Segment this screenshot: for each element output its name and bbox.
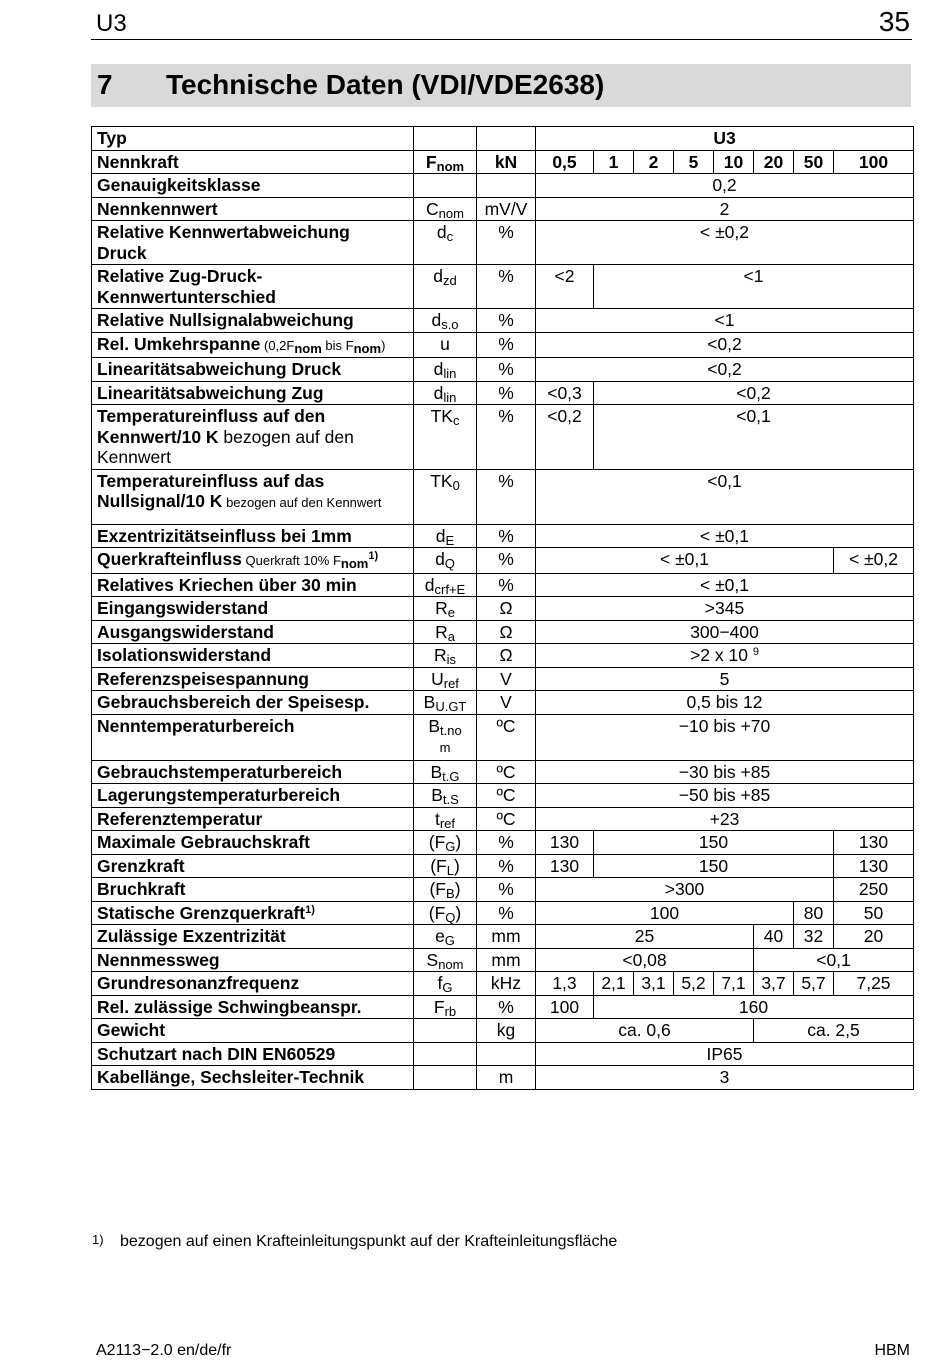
unit: V — [477, 691, 536, 715]
param-label: Grundresonanzfrequenz — [92, 972, 414, 996]
brand-name: HBM — [874, 1342, 910, 1359]
value: <0,2 — [536, 358, 914, 382]
value: 130 — [536, 854, 594, 878]
unit: Ω — [477, 597, 536, 621]
table-row — [92, 644, 914, 668]
param-label: Kabellänge, Sechsleiter-Technik — [92, 1066, 414, 1090]
value: 25 — [536, 925, 754, 949]
symbol: $d_{zd}$ — [414, 265, 477, 309]
value: 130 — [536, 831, 594, 855]
param-label: Schutzart nach DIN EN60529 — [92, 1042, 414, 1066]
value: 160 — [594, 995, 914, 1019]
symbol: $d_{lin}$ — [414, 381, 477, 405]
document-code: A2113−2.0 en/de/fr — [96, 1342, 232, 1359]
unit: % — [477, 332, 536, 358]
table-row — [92, 620, 914, 644]
param-label: Relative Zug-Druck- Kennwertunterschied — [92, 265, 414, 309]
symbol: $S_{nom}$ — [414, 948, 477, 972]
param-label: Referenzspeisespannung — [92, 667, 414, 691]
value: 150 — [594, 854, 834, 878]
unit: % — [477, 995, 536, 1019]
table-row — [92, 925, 914, 949]
value: <0,08 — [536, 948, 754, 972]
value: < ±0,2 — [834, 548, 914, 574]
unit: mV/V — [477, 197, 536, 221]
table-row — [92, 524, 914, 548]
param-label: Rel. zulässige Schwingbeanspr. — [92, 995, 414, 1019]
param-label: Zulässige Exzentrizität — [92, 925, 414, 949]
param-label: Gewicht — [92, 1019, 414, 1043]
symbol: $R_{is}$ — [414, 644, 477, 668]
value: 3,7 — [754, 972, 794, 996]
symbol: $TK_0$ — [414, 469, 477, 524]
unit: kN — [477, 150, 536, 174]
table-row — [92, 807, 914, 831]
value: <0,1 — [754, 948, 914, 972]
symbol: $TK_c$ — [414, 405, 477, 470]
value: 2 — [536, 197, 914, 221]
symbol: $C_{nom}$ — [414, 197, 477, 221]
value: 100 — [536, 901, 794, 925]
unit: % — [477, 469, 536, 524]
unit: mm — [477, 925, 536, 949]
unit: % — [477, 878, 536, 902]
symbol: $f_G$ — [414, 972, 477, 996]
value: >2 x 10 $^9$ — [536, 644, 914, 668]
table-row — [92, 760, 914, 784]
unit: % — [477, 405, 536, 470]
value: <0,1 — [536, 469, 914, 524]
value: 7,25 — [834, 972, 914, 996]
symbol: $d_E$ — [414, 524, 477, 548]
unit: Ω — [477, 644, 536, 668]
param-label: Statische Grenzquerkraft$^{1)}$ — [92, 901, 414, 925]
value: +23 — [536, 807, 914, 831]
footnote-text: bezogen auf einen Krafteinleitungspunkt auf der Krafteinleitungsfläche — [120, 1233, 618, 1250]
value: 50 — [834, 901, 914, 925]
value: 130 — [834, 831, 914, 855]
capacity-header: 2 — [634, 150, 674, 174]
page-number: 35 — [878, 6, 910, 37]
table-row — [92, 948, 914, 972]
capacity-header: 0,5 — [536, 150, 594, 174]
unit: m — [477, 1066, 536, 1090]
value: 0,5 bis 12 — [536, 691, 914, 715]
symbol: $B_{t.no}$ m — [414, 714, 477, 760]
table-row — [92, 901, 914, 925]
unit: % — [477, 548, 536, 574]
param-label: Genauigkeitsklasse — [92, 174, 414, 198]
unit: % — [477, 381, 536, 405]
capacity-header: 10 — [714, 150, 754, 174]
value: <0,1 — [594, 405, 914, 470]
table-row — [92, 1066, 914, 1090]
symbol: $t_{ref}$ — [414, 807, 477, 831]
value: IP65 — [536, 1042, 914, 1066]
table-row — [92, 597, 914, 621]
unit: % — [477, 265, 536, 309]
table-row — [92, 878, 914, 902]
table-row — [92, 150, 914, 174]
value: 100 — [536, 995, 594, 1019]
table-row — [92, 127, 914, 151]
param-label: Linearitätsabweichung Druck — [92, 358, 414, 382]
value: 150 — [594, 831, 834, 855]
value: 32 — [794, 925, 834, 949]
param-label: Maximale Gebrauchskraft — [92, 831, 414, 855]
table-row — [92, 197, 914, 221]
value: <0,2 — [536, 332, 914, 358]
param-label: Linearitätsabweichung Zug — [92, 381, 414, 405]
param-label: Relatives Kriechen über 30 min — [92, 573, 414, 597]
capacity-header: 20 — [754, 150, 794, 174]
symbol: $F_{rb}$ — [414, 995, 477, 1019]
unit: % — [477, 901, 536, 925]
unit: kHz — [477, 972, 536, 996]
table-row — [92, 667, 914, 691]
param-label: Rel. Umkehrspanne ($0,2F_{nom}$ bis $F_{nom}$) — [92, 332, 414, 358]
param-label: Typ — [92, 127, 414, 151]
header-doc-name: U3 — [96, 10, 127, 37]
value: <0,3 — [536, 381, 594, 405]
unit: % — [477, 524, 536, 548]
param-label: Nennkennwert — [92, 197, 414, 221]
value: 5 — [536, 667, 914, 691]
table-row — [92, 548, 914, 574]
table-row — [92, 1019, 914, 1043]
header-rule — [91, 39, 912, 40]
unit: % — [477, 221, 536, 265]
param-label: Nennmessweg — [92, 948, 414, 972]
table-row — [92, 265, 914, 309]
table-row — [92, 691, 914, 715]
symbol: $(F_Q)$ — [414, 901, 477, 925]
param-label: Temperatureinfluss auf das Nullsignal/10 K bezogen auf den Kennwert — [92, 469, 414, 524]
unit: ºC — [477, 714, 536, 760]
specs-table — [91, 126, 914, 1090]
capacity-header: 100 — [834, 150, 914, 174]
value: 7,1 — [714, 972, 754, 996]
unit: % — [477, 831, 536, 855]
value: < ±0,1 — [536, 548, 834, 574]
unit: mm — [477, 948, 536, 972]
param-label: Exzentrizitätseinfluss bei 1mm — [92, 524, 414, 548]
symbol: $B_{t.S}$ — [414, 784, 477, 808]
table-row — [92, 784, 914, 808]
value: <2 — [536, 265, 594, 309]
param-label: Grenzkraft — [92, 854, 414, 878]
symbol: $d_c$ — [414, 221, 477, 265]
capacity-header: 50 — [794, 150, 834, 174]
param-label: Temperatureinfluss auf den Kennwert/10 K bezogen auf den Kennwert — [92, 405, 414, 470]
symbol: $d_Q$ — [414, 548, 477, 574]
symbol: $(F_G)$ — [414, 831, 477, 855]
param-label: Ausgangswiderstand — [92, 620, 414, 644]
param-label: Querkrafteinfluss Querkraft 10% $F_{nom}^{1)}$ — [92, 548, 414, 574]
value: 80 — [794, 901, 834, 925]
table-row — [92, 714, 914, 760]
symbol: $U_{ref}$ — [414, 667, 477, 691]
value: < ±0,1 — [536, 573, 914, 597]
capacity-header: 1 — [594, 150, 634, 174]
value: −30 bis +85 — [536, 760, 914, 784]
table-row — [92, 221, 914, 265]
section-heading — [91, 64, 911, 107]
value: 250 — [834, 878, 914, 902]
value: 3,1 — [634, 972, 674, 996]
unit: % — [477, 854, 536, 878]
param-label: Gebrauchstemperaturbereich — [92, 760, 414, 784]
unit: ºC — [477, 784, 536, 808]
symbol: $(F_B)$ — [414, 878, 477, 902]
param-label: Relative Nullsignalabweichung — [92, 309, 414, 333]
table-row — [92, 309, 914, 333]
value: <1 — [536, 309, 914, 333]
section-title: Technische Daten (VDI/VDE2638) — [166, 69, 605, 100]
value: 5,2 — [674, 972, 714, 996]
unit: % — [477, 573, 536, 597]
unit: % — [477, 309, 536, 333]
table-row — [92, 854, 914, 878]
footnote-mark: 1) — [92, 1232, 104, 1247]
value: 300−400 — [536, 620, 914, 644]
table-row — [92, 358, 914, 382]
symbol: u — [414, 332, 477, 358]
param-label: Gebrauchsbereich der Speisesp. — [92, 691, 414, 715]
unit: ºC — [477, 760, 536, 784]
param-label: Isolationswiderstand — [92, 644, 414, 668]
param-label: Relative Kennwertabweichung Druck — [92, 221, 414, 265]
value: 1,3 — [536, 972, 594, 996]
param-label: Nenntemperaturbereich — [92, 714, 414, 760]
table-row — [92, 831, 914, 855]
value: 130 — [834, 854, 914, 878]
symbol: $R_e$ — [414, 597, 477, 621]
table-row — [92, 174, 914, 198]
value: 2,1 — [594, 972, 634, 996]
symbol: $d_{crf+E}$ — [414, 573, 477, 597]
value: 0,2 — [536, 174, 914, 198]
table-row — [92, 469, 914, 524]
capacity-header: 5 — [674, 150, 714, 174]
symbol: $F_{nom}$ — [414, 150, 477, 174]
value: 20 — [834, 925, 914, 949]
value: 3 — [536, 1066, 914, 1090]
value: < ±0,1 — [536, 524, 914, 548]
value: <1 — [594, 265, 914, 309]
table-row — [92, 405, 914, 470]
value: −10 bis +70 — [536, 714, 914, 760]
type-value: U3 — [536, 127, 914, 151]
section-number: 7 — [97, 69, 113, 100]
unit: Ω — [477, 620, 536, 644]
symbol: $B_{U.GT}$ — [414, 691, 477, 715]
symbol: $e_G$ — [414, 925, 477, 949]
unit: % — [477, 358, 536, 382]
value: < ±0,2 — [536, 221, 914, 265]
param-label: Nennkraft — [92, 150, 414, 174]
param-label: Bruchkraft — [92, 878, 414, 902]
value: −50 bis +85 — [536, 784, 914, 808]
table-row — [92, 995, 914, 1019]
param-label: Eingangswiderstand — [92, 597, 414, 621]
unit: ºC — [477, 807, 536, 831]
value: ca. 2,5 — [754, 1019, 914, 1043]
table-row — [92, 573, 914, 597]
table-row — [92, 1042, 914, 1066]
table-row — [92, 972, 914, 996]
value: 5,7 — [794, 972, 834, 996]
value: 40 — [754, 925, 794, 949]
symbol: $d_{s.o}$ — [414, 309, 477, 333]
unit: V — [477, 667, 536, 691]
unit: kg — [477, 1019, 536, 1043]
table-row — [92, 332, 914, 358]
symbol: $d_{lin}$ — [414, 358, 477, 382]
value: >345 — [536, 597, 914, 621]
value: <0,2 — [594, 381, 914, 405]
table-row — [92, 381, 914, 405]
symbol: $B_{t.G}$ — [414, 760, 477, 784]
value: >300 — [536, 878, 834, 902]
param-label: Lagerungstemperaturbereich — [92, 784, 414, 808]
value: <0,2 — [536, 405, 594, 470]
symbol: $(F_L)$ — [414, 854, 477, 878]
value: ca. 0,6 — [536, 1019, 754, 1043]
symbol: $R_a$ — [414, 620, 477, 644]
param-label: Referenztemperatur — [92, 807, 414, 831]
